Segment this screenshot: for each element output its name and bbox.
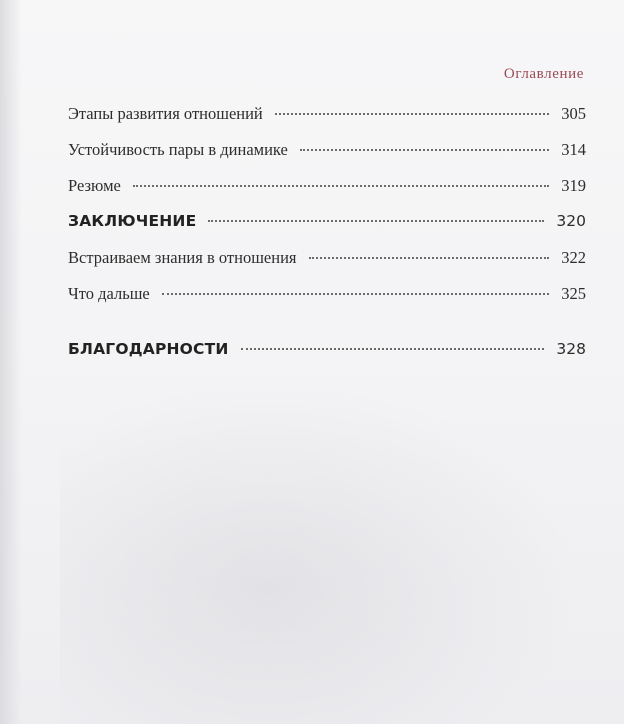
running-header: Оглавление bbox=[503, 66, 584, 82]
toc-entry-title: Встраиваем знания в отношения bbox=[68, 248, 297, 267]
toc-entry-page: 320 bbox=[556, 212, 586, 230]
toc-entry bbox=[68, 104, 586, 124]
toc-entry-page: 305 bbox=[561, 104, 586, 123]
page-gutter-shadow bbox=[0, 0, 22, 724]
toc-entry-title: БЛАГОДАРНОСТИ bbox=[68, 340, 229, 358]
toc-entry-page: 319 bbox=[561, 176, 586, 195]
dot-leader bbox=[300, 149, 549, 151]
dot-leader bbox=[241, 348, 545, 350]
dot-leader bbox=[208, 220, 544, 222]
toc-entry bbox=[68, 248, 586, 268]
toc-entry bbox=[68, 176, 586, 196]
toc-entry bbox=[68, 140, 586, 160]
dot-leader bbox=[275, 113, 549, 115]
dot-leader bbox=[309, 257, 550, 259]
toc-entry-title: ЗАКЛЮЧЕНИЕ bbox=[68, 212, 197, 230]
toc-entry bbox=[68, 284, 586, 304]
toc-chapter-entry bbox=[68, 212, 586, 230]
dot-leader bbox=[133, 185, 549, 187]
toc-entry-page: 325 bbox=[561, 284, 586, 303]
toc-entry-page: 322 bbox=[561, 248, 586, 267]
toc-chapter-entry bbox=[68, 340, 586, 358]
toc-entry-title: Этапы развития отношений bbox=[68, 104, 263, 123]
show-through-shadow bbox=[60, 380, 580, 724]
toc-entry-title: Что дальше bbox=[68, 284, 150, 303]
toc-entry-page: 328 bbox=[556, 340, 586, 358]
toc-entry-title: Устойчивость пары в динамике bbox=[68, 140, 288, 159]
toc-entry-page: 314 bbox=[561, 140, 586, 159]
toc-entry-title: Резюме bbox=[68, 176, 121, 195]
dot-leader bbox=[162, 293, 550, 295]
